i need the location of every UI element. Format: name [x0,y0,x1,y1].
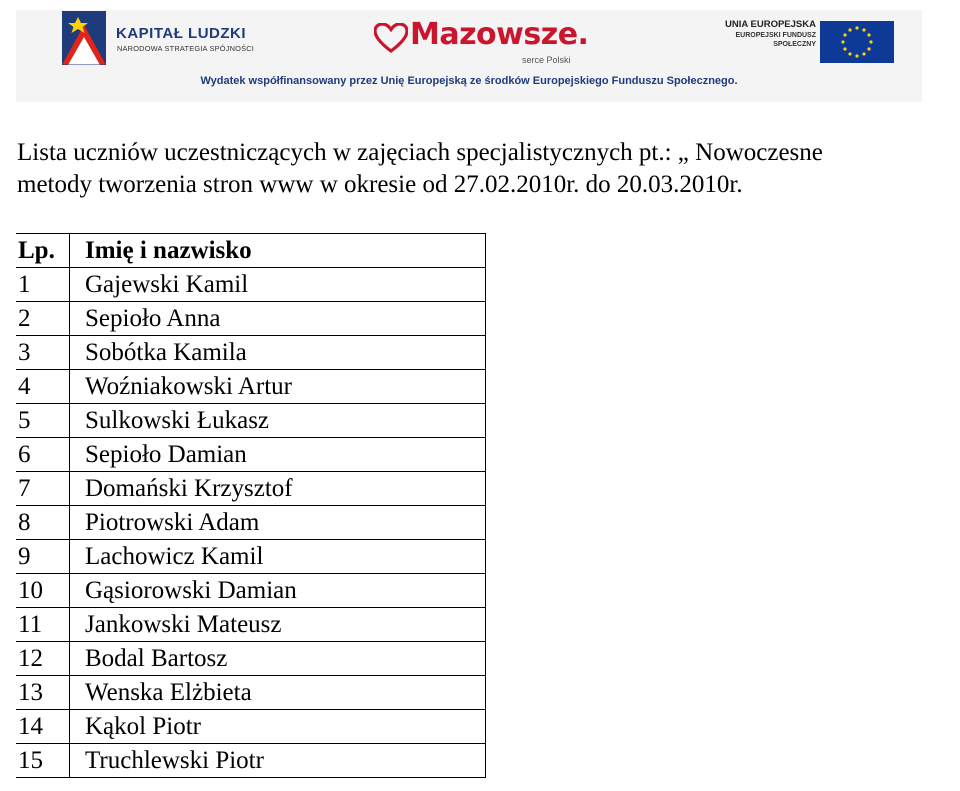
row-number: 10 [16,574,70,608]
eu-name: UNIA EUROPEJSKA [725,19,816,30]
student-list-table [16,233,486,778]
student-name: Bodal Bartosz [70,642,486,676]
table-row [16,302,486,336]
student-name: Jankowski Mateusz [70,608,486,642]
kapital-ludzki-logo [62,11,262,71]
row-number: 8 [16,506,70,540]
student-name: Wenska Elżbieta [70,676,486,710]
mazowsze-subtitle: serce Polski [522,55,571,65]
column-header-number: Lp. [16,234,70,268]
student-rows [16,268,486,778]
table-row [16,642,486,676]
student-name: Sepioło Damian [70,438,486,472]
table-row [16,438,486,472]
student-name: Sulkowski Łukasz [70,404,486,438]
row-number: 9 [16,540,70,574]
kapital-ludzki-subtitle: NARODOWA STRATEGIA SPÓJNOŚCI [117,44,255,53]
row-number: 12 [16,642,70,676]
row-number: 1 [16,268,70,302]
heart-icon [374,23,408,53]
student-name: Sepioło Anna [70,302,486,336]
table-row [16,370,486,404]
student-name: Kąkol Piotr [70,710,486,744]
student-name: Domański Krzysztof [70,472,486,506]
kapital-ludzki-title: KAPITAŁ LUDZKI [116,25,247,42]
table-row [16,608,486,642]
table-row [16,676,486,710]
column-header-name: Imię i nazwisko [70,234,486,268]
row-number: 4 [16,370,70,404]
table-row [16,744,486,778]
row-number: 3 [16,336,70,370]
logo-banner [16,10,922,102]
table-row [16,472,486,506]
row-number: 6 [16,438,70,472]
row-number: 15 [16,744,70,778]
student-name: Gąsiorowski Damian [70,574,486,608]
kapital-ludzki-emblem-icon [62,11,106,65]
student-name: Gajewski Kamil [70,268,486,302]
table-header-row [16,234,486,268]
eu-text [725,19,816,49]
student-name: Lachowicz Kamil [70,540,486,574]
document-heading [17,137,957,201]
eu-logo [710,18,920,68]
mazowsze-logo [372,13,596,69]
row-number: 13 [16,676,70,710]
row-number: 5 [16,404,70,438]
table-row [16,574,486,608]
table-row [16,506,486,540]
table-row [16,710,486,744]
row-number: 2 [16,302,70,336]
student-name: Sobótka Kamila [70,336,486,370]
eu-flag-icon [820,21,894,63]
cofinancing-note: Wydatek współfinansowany przez Unię Europejską ze środków Europejskiego Funduszu Społecznego. [200,75,738,87]
mazowsze-wordmark: Mazowsze. [410,17,589,52]
table-row [16,404,486,438]
heading-line-1: Lista uczniów uczestniczących w zajęciach specjalistycznych pt.: „ Nowoczesne [17,139,823,166]
table-row [16,336,486,370]
row-number: 11 [16,608,70,642]
table-row [16,268,486,302]
student-name: Woźniakowski Artur [70,370,486,404]
heading-line-2: metody tworzenia stron www w okresie od 27.02.2010r. do 20.03.2010r. [17,171,743,198]
eu-fund-line1: EUROPEJSKI FUNDUSZ [735,32,816,39]
student-name: Piotrowski Adam [70,506,486,540]
row-number: 14 [16,710,70,744]
student-name: Truchlewski Piotr [70,744,486,778]
row-number: 7 [16,472,70,506]
eu-fund-line2: SPOŁECZNY [773,41,816,48]
table-row [16,540,486,574]
